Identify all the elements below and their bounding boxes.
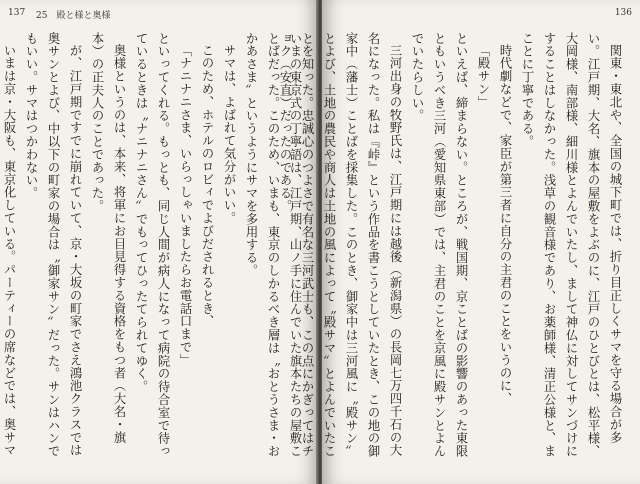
paragraph: サマは、よばれて気分がいい。 — [222, 44, 236, 225]
left-page-number: 137 — [8, 8, 26, 18]
paragraph: 「ナニナニさま、いらっしゃいましたらお電話口まで」 — [178, 44, 192, 367]
right-page-body — [278, 32, 626, 462]
left-page-body — [2, 32, 306, 462]
left-page — [0, 0, 318, 484]
paragraph: 関東・東北や、全国の城下町では、折り目正しくサマを守る場合が多い。江戸期、大名、旗本の屋敷をよぶのに、江戸のひとびとは、松平様、大岡様、南部様、細川様とよんでいたし、まして神仏に対してサンづけにすることはしなかった。浅草の観音様であり、お薬師様、清正公様と、まことに丁寧である。 — [520, 32, 622, 458]
running-head: 25 殿と様と奥様 — [36, 11, 111, 21]
paragraph: 時代劇などで、家臣が第三者に自分の主君のことをいうのに、 — [498, 44, 512, 406]
paragraph: といえば、締まらない。ところが、戦国期、京ことばの影響のあった東限ともいうべき三河（愛知県東部）では、主君のことを京風に殿サンとよんでいたらしい。 — [410, 32, 468, 458]
paragraph: が、江戸期ですでに崩れていて、京・大坂の町家でさえ鴻池クラスでは奥サンとよび、中以下の町家の場合は〝御家サン〟だった。サンはハンでもいい。サマはつかわない。 — [24, 32, 82, 458]
paragraph: 「殿サン」 — [476, 44, 490, 109]
right-page-number: 136 — [614, 8, 632, 18]
right-page — [278, 0, 640, 484]
paragraph: といってくれる。もっとも、同じ人間が病人になって病院の待合室で待っているときは〝ナニナニさん〟でもってひったてられてゆく。 — [134, 32, 170, 458]
paragraph: 三河出身の牧野氏は、江戸期には越後（新潟県）の長岡七万四千石の大名になった。私は『峠』という作品を書こうとしていたとき、この地の御家中（藩士）ことばを採集した。このとき、御家中は三河風に〝殿サン〟とよび、土地の農民や商人は土地の風によって〝殿サマ〟とよんでいたことを知った。忠誠心のつよさで有名な三河武士も、この点にかぎってはチョク（安直）だったのである。 — [278, 32, 402, 458]
paragraph: いまは京・大阪も、東京化している。パーティーの席などでは、奥サマ — [2, 44, 16, 458]
paragraph: いまの東京式の丁寧語は、江戸期、山ノ手に住んでいた旗本たちの屋敷ことばだった。このため、いまも、東京のしかるべき層は〝おとうさま・おかあさま〟というようにサマを多用する。 — [244, 32, 302, 458]
paragraph: このため、ホテルのロビィでよびだされるとき、 — [200, 44, 214, 329]
paragraph: 奥様というのは、本来、将軍にお目見得する資格をもつ者（大名・旗本）の正夫人のことであった。 — [90, 32, 126, 445]
